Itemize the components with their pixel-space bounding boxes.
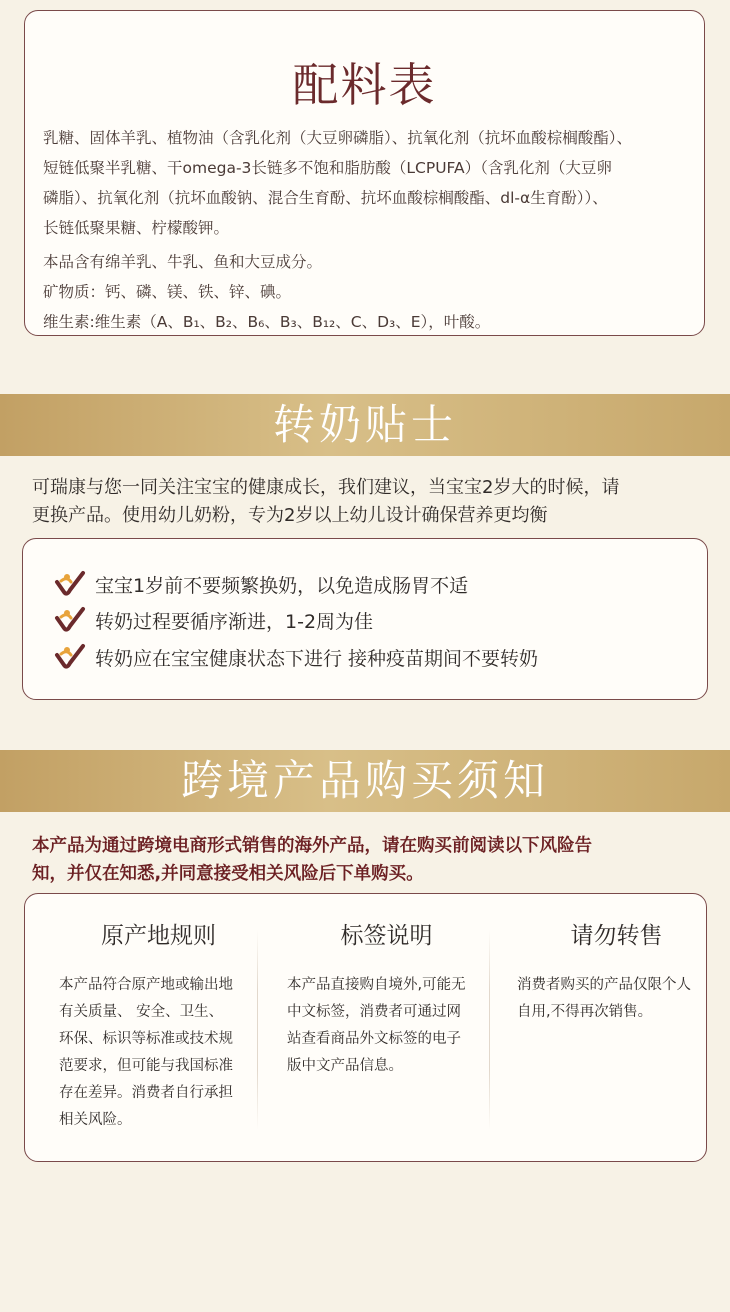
no-resale-column	[517, 920, 730, 1026]
column-title: 原产地规则	[101, 923, 216, 949]
tip-text: 宝宝1岁前不要频繁换奶，以免造成肠胃不适	[95, 574, 469, 597]
origin-rules-column	[59, 920, 274, 1134]
tip-text: 转奶过程要循序渐进，1-2周为佳	[95, 610, 374, 633]
tip-text: 转奶应在宝宝健康状态下进行 接种疫苗期间不要转奶	[95, 647, 539, 670]
ingredients-card	[24, 10, 705, 336]
crossborder-banner: 跨境产品购买须知	[0, 750, 730, 812]
ingredients-line: 短链低聚半乳糖、干omega-3长链多不饱和脂肪酸（LCPUFA）（含乳化剂（大豆卵	[43, 159, 612, 177]
tips-banner: 转奶贴士	[0, 394, 730, 456]
tip-item	[53, 642, 538, 672]
minerals-text: 矿物质：钙、磷、镁、铁、锌、碘。	[43, 283, 292, 301]
column-text: 消费者购买的产品仅限个人自用,不得再次销售。	[517, 977, 691, 1020]
allergen-text: 本品含有绵羊乳、牛乳、鱼和大豆成分。	[43, 253, 323, 271]
column-divider	[257, 930, 258, 1130]
column-text: 本产品符合原产地或输出地有关质量、 安全、卫生、环保、标识等标准或技术规范要求，但可能与我国标准存在差异。消费者自行承担相关风险。	[59, 977, 233, 1128]
label-notes-column	[287, 920, 502, 1080]
tips-card	[22, 538, 708, 700]
tips-intro-line: 更换产品。使用幼儿奶粉，专为2岁以上幼儿设计确保营养更均衡	[32, 505, 548, 526]
column-title: 标签说明	[340, 923, 433, 949]
tips-intro-line: 可瑞康与您一同关注宝宝的健康成长，我们建议，当宝宝2岁大的时候，请	[32, 477, 620, 498]
column-title: 请勿转售	[570, 923, 663, 949]
check-person-icon	[53, 643, 87, 671]
check-person-icon	[53, 570, 87, 598]
ingredients-body	[43, 123, 688, 337]
crossborder-notice	[32, 832, 706, 888]
column-divider	[489, 930, 490, 1130]
tip-item	[53, 569, 468, 599]
tip-item	[53, 605, 373, 635]
notice-line: 知，并仅在知悉,并同意接受相关风险后下单购买。	[32, 864, 424, 884]
vitamins-text: 维生素:维生素（A、B₁、B₂、B₆、B₃、B₁₂、C、D₃、E），叶酸。	[43, 313, 491, 331]
crossborder-card	[24, 893, 707, 1162]
tips-intro	[32, 474, 706, 530]
check-person-icon	[53, 606, 87, 634]
notice-line: 本产品为通过跨境电商形式销售的海外产品，请在购买前阅读以下风险告	[32, 836, 592, 856]
ingredients-title: 配料表	[292, 58, 437, 112]
ingredients-line: 乳糖、固体羊乳、植物油（含乳化剂（大豆卵磷脂）、抗氧化剂（抗坏血酸棕榈酸酯）、	[43, 129, 633, 147]
column-text: 本产品直接购自境外,可能无中文标签，消费者可通过网站查看商品外文标签的电子版中文产品信息。	[287, 977, 466, 1074]
ingredients-line: 长链低聚果糖、柠檬酸钾。	[43, 219, 230, 237]
ingredients-line: 磷脂）、抗氧化剂（抗坏血酸钠、混合生育酚、抗坏血酸棕榈酸酯、dl-α生育酚））、	[43, 189, 608, 207]
